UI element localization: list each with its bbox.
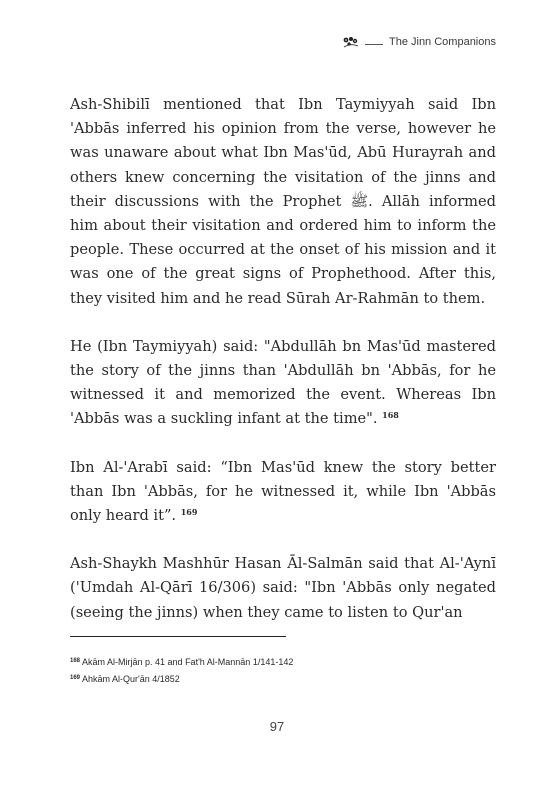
header-rule — [365, 44, 383, 45]
footnote — [70, 670, 490, 687]
footnotes — [70, 653, 490, 687]
footnote-number: 169 — [70, 675, 81, 681]
paragraph-text: Ash-Shibilī mentioned that Ibn Taymiyyah said Ibn 'Abbās inferred his opinion from the verse, however he was unaware about what Ibn Mas'ūd, Abū Hurayrah and others knew concerning the visitation of the jinns and their discussions with the Prophet ﷺ. Allāh informed him about their visitation and ordered him to inform the people. These occurred at the onset of his mission and it was one of the great signs of Prophethood. After this, they visited him and he read Sūrah Ar-Rahmān to them. — [70, 96, 496, 307]
paragraph — [70, 93, 496, 311]
paragraph-text: He (Ibn Taymiyyah) said: "Abdullāh bn Mas'ūd mastered the story of the jinns than 'Abdullāh bn 'Abbās, for he witnessed it and memorized the event. Whereas Ibn 'Abbās was a suckling infant at the time". — [70, 337, 496, 428]
footnote-number: 168 — [70, 658, 81, 664]
page-number: 97 — [269, 719, 285, 734]
footnote — [70, 653, 490, 670]
paragraph — [70, 335, 496, 432]
paragraph — [70, 552, 496, 625]
footnote-separator — [70, 636, 286, 637]
footnote-text: Akām Al-Mirjān p. 41 and Fat'h Al-Mannān 1/141-142 — [82, 657, 294, 667]
paragraph — [70, 456, 496, 529]
running-header — [343, 36, 496, 48]
header-title: The Jinn Companions — [388, 36, 496, 48]
paragraph-text: Ash-Shaykh Mashhūr Hasan Āl-Salmān said that Al-'Aynī ('Umdah Al-Qārī 16/306) said: "Ibn 'Abbās only negated (seeing the jinns) when they came to listen to Qur'an — [70, 555, 496, 621]
footnote-text: Ahkām Al-Qur'ān 4/1852 — [82, 674, 180, 684]
footnote-ref[interactable]: 169 — [180, 507, 198, 518]
floral-ornament-icon — [343, 36, 359, 48]
footnote-ref[interactable]: 168 — [382, 410, 399, 421]
paragraph-text: Ibn Al-'Arabī said: “Ibn Mas'ūd knew the story better than Ibn 'Abbās, for he witnessed it, while Ibn 'Abbās only heard it”. — [70, 458, 496, 525]
main-text — [70, 93, 496, 649]
